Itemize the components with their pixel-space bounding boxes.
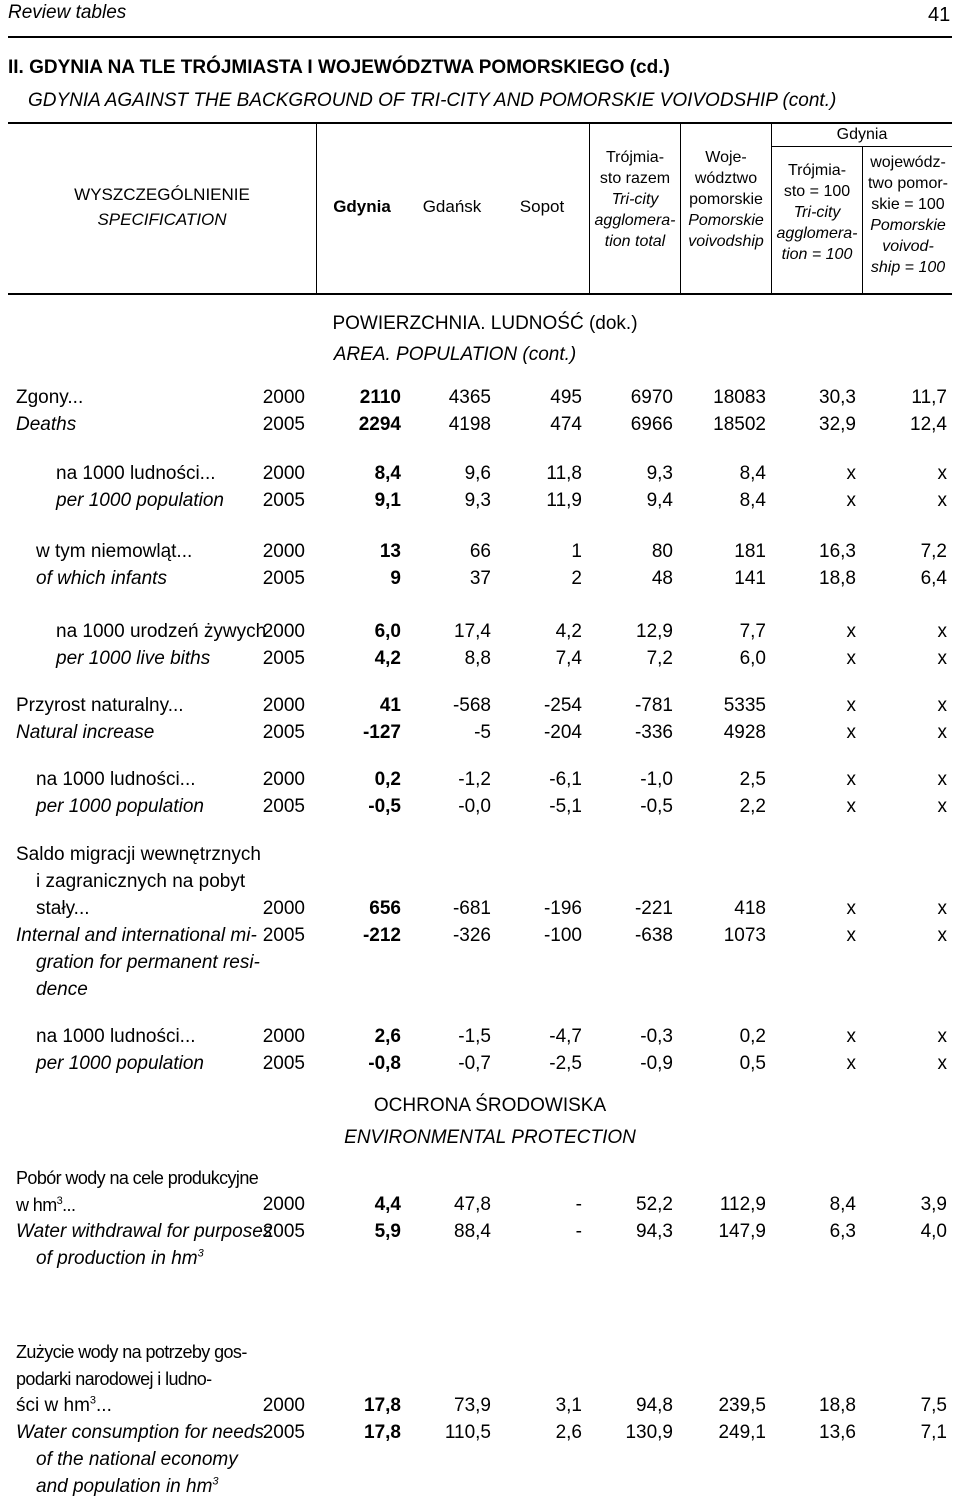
- value-cell: -254: [543, 695, 582, 716]
- year-cell: 2000: [262, 463, 305, 484]
- value-cell: 18,8: [819, 1395, 856, 1416]
- row-label: of production in $hm^3$: [36, 1247, 204, 1269]
- value-cell: 4,0: [920, 1221, 947, 1242]
- value-cell: -: [575, 1221, 582, 1242]
- year-cell: 2000: [262, 769, 305, 790]
- value-cell: -0,0: [458, 796, 491, 817]
- running-header: Review tables: [8, 2, 127, 23]
- value-cell: 2,6: [555, 1422, 582, 1443]
- value-cell: x: [846, 695, 856, 716]
- value-cell: x: [937, 463, 947, 484]
- row-label: podarki narodowej i ludno-: [16, 1369, 212, 1389]
- value-cell: 147,9: [718, 1221, 766, 1242]
- leader-dots: ...: [179, 1026, 196, 1047]
- value-cell: 88,4: [454, 1221, 491, 1242]
- gdynia-value-cell: 13: [379, 541, 401, 562]
- value-cell: x: [937, 1053, 947, 1074]
- value-cell: 7,2: [920, 541, 947, 562]
- value-cell: 12,4: [910, 414, 947, 435]
- value-cell: 16,3: [819, 541, 856, 562]
- gdynia-value-cell: 0,2: [374, 769, 401, 790]
- year-cell: 2005: [262, 722, 305, 743]
- value-cell: 7,5: [920, 1395, 947, 1416]
- value-cell: 4365: [448, 387, 491, 408]
- year-cell: 2000: [262, 1026, 305, 1047]
- value-cell: x: [846, 490, 856, 511]
- gdynia-value-cell: 9: [390, 568, 401, 589]
- value-cell: 11,8: [546, 463, 582, 484]
- value-cell: 2: [571, 568, 582, 589]
- value-cell: 418: [734, 898, 766, 919]
- value-cell: -0,9: [640, 1053, 673, 1074]
- leader-dots: ...: [67, 387, 84, 408]
- value-cell: 4928: [723, 722, 766, 743]
- year-cell: 2000: [262, 1194, 305, 1215]
- value-cell: 6,3: [829, 1221, 856, 1242]
- value-cell: 66: [469, 541, 491, 562]
- gdynia-value-cell: 4,4: [374, 1194, 401, 1215]
- value-cell: 6966: [630, 414, 673, 435]
- leader-dots: ...: [73, 898, 90, 919]
- row-label: per 1000 population: [36, 796, 204, 817]
- value-cell: 18083: [713, 387, 766, 408]
- value-cell: 141: [734, 568, 766, 589]
- row-label: gration for permanent resi-: [36, 952, 260, 973]
- value-cell: 48: [651, 568, 673, 589]
- value-cell: 249,1: [718, 1422, 766, 1443]
- value-cell: 9,4: [646, 490, 673, 511]
- value-cell: 9,6: [464, 463, 491, 484]
- value-cell: 474: [550, 414, 582, 435]
- year-cell: 2005: [262, 1221, 305, 1242]
- col-header-sopot: Sopot: [519, 197, 565, 216]
- year-cell: 2000: [262, 1395, 305, 1416]
- row-label: Zgony...: [16, 387, 84, 408]
- value-cell: 3,9: [920, 1194, 947, 1215]
- value-cell: 112,9: [719, 1194, 766, 1215]
- value-cell: x: [937, 925, 947, 946]
- value-cell: -0,7: [458, 1053, 491, 1074]
- year-cell: 2005: [262, 414, 305, 435]
- gdynia-value-cell: 17,8: [364, 1395, 401, 1416]
- value-cell: x: [937, 648, 947, 669]
- value-cell: x: [846, 796, 856, 817]
- value-cell: 5335: [723, 695, 766, 716]
- gdynia-value-cell: 4,2: [374, 648, 401, 669]
- value-cell: 6,4: [920, 568, 947, 589]
- row-label: dence: [36, 979, 88, 1000]
- value-cell: 17,4: [454, 621, 491, 642]
- section-heading-en: ENVIRONMENTAL PROTECTION: [344, 1127, 636, 1148]
- value-cell: -5,1: [549, 796, 582, 817]
- col-divider: [589, 123, 590, 293]
- value-cell: 181: [734, 541, 766, 562]
- value-cell: 7,1: [920, 1422, 947, 1443]
- leader-dots: ...: [176, 541, 193, 562]
- value-cell: 110,5: [444, 1422, 491, 1443]
- value-cell: x: [846, 722, 856, 743]
- value-cell: x: [846, 898, 856, 919]
- value-cell: x: [846, 621, 856, 642]
- value-cell: -4,7: [549, 1026, 582, 1047]
- gdynia-value-cell: 2110: [359, 387, 401, 408]
- year-cell: 2005: [262, 568, 305, 589]
- row-label: Saldo migracji wewnętrznych: [16, 844, 261, 865]
- leader-dots: ...: [199, 463, 216, 484]
- value-cell: x: [846, 769, 856, 790]
- value-cell: 18,8: [819, 568, 856, 589]
- value-cell: -100: [543, 925, 582, 946]
- col-header-gdynia: Gdynia: [333, 197, 391, 216]
- year-cell: 2005: [262, 490, 305, 511]
- gdynia-value-cell: 5,9: [374, 1221, 401, 1242]
- leader-dots: ...: [96, 1395, 112, 1416]
- value-cell: -0,3: [640, 1026, 673, 1047]
- value-cell: 6,0: [739, 648, 766, 669]
- value-cell: 9,3: [464, 490, 491, 511]
- value-cell: -568: [452, 695, 491, 716]
- gdynia-value-cell: 9,1: [374, 490, 401, 511]
- row-label: per 1000 population: [56, 490, 224, 511]
- gdynia-value-cell: 17,8: [364, 1422, 401, 1443]
- value-cell: 130,9: [625, 1422, 673, 1443]
- value-cell: -0,5: [640, 796, 673, 817]
- year-cell: 2005: [262, 1422, 305, 1443]
- year-cell: 2005: [262, 796, 305, 817]
- value-cell: x: [937, 898, 947, 919]
- value-cell: 8,8: [464, 648, 491, 669]
- value-cell: 37: [469, 568, 491, 589]
- gdynia-value-cell: -0,8: [368, 1053, 401, 1074]
- value-cell: 2,2: [739, 796, 766, 817]
- row-label: of the national economy: [36, 1449, 238, 1470]
- value-cell: 7,4: [555, 648, 582, 669]
- value-cell: 6970: [630, 387, 673, 408]
- value-cell: x: [937, 769, 947, 790]
- value-cell: -1,0: [640, 769, 673, 790]
- leader-dots: ...: [179, 769, 196, 790]
- value-cell: -: [575, 1194, 582, 1215]
- table-title-pl: II. GDYNIA NA TLE TRÓJMIASTA I WOJEWÓDZTWA POMORSKIEGO (cd.): [8, 57, 670, 78]
- row-label: stały...: [36, 898, 90, 919]
- value-cell: 8,4: [739, 463, 766, 484]
- value-cell: x: [846, 463, 856, 484]
- value-cell: 8,4: [829, 1194, 856, 1215]
- gdynia-value-cell: 656: [369, 898, 401, 919]
- row-label: of which infants: [36, 568, 167, 589]
- value-cell: 4,2: [555, 621, 582, 642]
- row-label: and population in $hm^3$: [36, 1475, 219, 1497]
- row-label: per 1000 population: [36, 1053, 204, 1074]
- col-divider: [680, 123, 681, 293]
- gdynia-group-rule: [771, 146, 952, 147]
- row-label: Przyrost naturalny...: [16, 695, 184, 716]
- value-cell: 9,3: [646, 463, 673, 484]
- gdynia-value-cell: 8,4: [374, 463, 401, 484]
- value-cell: 13,6: [819, 1422, 856, 1443]
- row-label: ści w $hm^3$...: [16, 1394, 112, 1416]
- value-cell: 2,5: [739, 769, 766, 790]
- value-cell: 47,8: [454, 1194, 491, 1215]
- year-cell: 2005: [262, 648, 305, 669]
- value-cell: x: [846, 925, 856, 946]
- row-label: na 1000 ludności...: [36, 1026, 196, 1047]
- row-label: Natural increase: [16, 722, 155, 743]
- page-number: 41: [928, 4, 951, 26]
- col-header-gdynia-tricity-index: Trójmia- sto = 100 Tri-city agglomera- tion = 100: [776, 162, 858, 263]
- value-cell: x: [937, 621, 947, 642]
- leader-dots: ...: [167, 695, 184, 716]
- value-cell: 32,9: [819, 414, 856, 435]
- value-cell: -336: [634, 722, 673, 743]
- column-header-bottom-rule: [8, 293, 952, 295]
- value-cell: 94,8: [636, 1395, 673, 1416]
- section-heading-en: AREA. POPULATION (cont.): [333, 344, 577, 365]
- gdynia-value-cell: -127: [362, 722, 401, 743]
- col-header-tricity-total: Trójmia- sto razem Tri-city agglomera- tion total: [594, 149, 676, 250]
- value-cell: x: [937, 490, 947, 511]
- section-heading-pl: OCHRONA ŚRODOWISKA: [373, 1095, 607, 1116]
- value-cell: 11,7: [911, 387, 947, 408]
- value-cell: 12,9: [636, 621, 673, 642]
- value-cell: x: [937, 695, 947, 716]
- row-label: Internal and international mi-: [16, 925, 257, 946]
- value-cell: 80: [651, 541, 673, 562]
- value-cell: -681: [452, 898, 491, 919]
- value-cell: 18502: [713, 414, 766, 435]
- value-cell: 7,7: [739, 621, 766, 642]
- value-cell: -6,1: [549, 769, 582, 790]
- gdynia-value-cell: 2294: [358, 414, 401, 435]
- leader-dots: ...: [62, 1195, 76, 1215]
- value-cell: x: [846, 1026, 856, 1047]
- col-header-specification: WYSZCZEGÓLNIENIE SPECIFICATION: [74, 185, 250, 229]
- col-header-gdynia-group: Gdynia: [836, 126, 888, 143]
- row-label: w $hm^3$...: [16, 1195, 76, 1215]
- row-label: Zużycie wody na potrzeby gos-: [16, 1342, 247, 1362]
- row-label: Pobór wody na cele produkcyjne: [16, 1168, 259, 1188]
- value-cell: -2,5: [549, 1053, 582, 1074]
- col-divider: [771, 123, 772, 293]
- col-divider: [316, 123, 317, 293]
- value-cell: 8,4: [739, 490, 766, 511]
- year-cell: 2000: [262, 621, 305, 642]
- value-cell: 11,9: [546, 490, 582, 511]
- row-label: na 1000 ludności...: [36, 769, 196, 790]
- value-cell: 7,2: [646, 648, 673, 669]
- value-cell: x: [937, 722, 947, 743]
- value-cell: x: [937, 1026, 947, 1047]
- row-label: na 1000 urodzeń żywych: [56, 621, 267, 642]
- value-cell: -1,5: [458, 1026, 491, 1047]
- year-cell: 2005: [262, 1053, 305, 1074]
- header-rule: [8, 36, 952, 38]
- year-cell: 2000: [262, 387, 305, 408]
- col-header-gdansk: Gdańsk: [422, 197, 482, 216]
- value-cell: 3,1: [555, 1395, 582, 1416]
- col-header-gdynia-voiv-index: wojewódz- two pomor- skie = 100 Pomorskie voivod- ship = 100: [867, 154, 949, 276]
- value-cell: 495: [550, 387, 582, 408]
- table-title-en: GDYNIA AGAINST THE BACKGROUND OF TRI-CITY AND POMORSKIE VOIVODSHIP (cont.): [28, 90, 837, 111]
- col-header-voivodship: Woje- wództwo pomorskie Pomorskie voivodship: [688, 149, 764, 250]
- value-cell: -196: [543, 898, 582, 919]
- year-cell: 2005: [262, 925, 305, 946]
- value-cell: -5: [474, 722, 491, 743]
- value-cell: -326: [452, 925, 491, 946]
- value-cell: 0,2: [739, 1026, 766, 1047]
- year-cell: 2000: [262, 695, 305, 716]
- row-label: Water consumption for needs: [16, 1422, 264, 1443]
- gdynia-value-cell: -0,5: [368, 796, 401, 817]
- row-label: Water withdrawal for purposes: [16, 1221, 273, 1242]
- row-label: Deaths: [16, 414, 77, 435]
- value-cell: -1,2: [458, 769, 491, 790]
- row-label: w tym niemowląt...: [36, 541, 193, 562]
- value-cell: x: [937, 796, 947, 817]
- value-cell: 52,2: [636, 1194, 673, 1215]
- value-cell: -781: [634, 695, 673, 716]
- year-cell: 2000: [262, 541, 305, 562]
- value-cell: x: [846, 648, 856, 669]
- section-heading-pl: POWIERZCHNIA. LUDNOŚĆ (dok.): [332, 313, 638, 334]
- row-label: i zagranicznych na pobyt: [36, 871, 246, 892]
- row-label: per 1000 live biths: [56, 648, 211, 669]
- value-cell: 4198: [448, 414, 491, 435]
- row-label: na 1000 ludności...: [56, 463, 216, 484]
- value-cell: 73,9: [454, 1395, 491, 1416]
- value-cell: -638: [634, 925, 673, 946]
- value-cell: -204: [543, 722, 582, 743]
- value-cell: 94,3: [636, 1221, 673, 1242]
- gdynia-value-cell: 2,6: [374, 1026, 401, 1047]
- value-cell: 1: [571, 541, 582, 562]
- gdynia-value-cell: 6,0: [374, 621, 401, 642]
- gdynia-value-cell: 41: [379, 695, 401, 716]
- value-cell: 1073: [723, 925, 766, 946]
- value-cell: -221: [634, 898, 673, 919]
- value-cell: 239,5: [718, 1395, 766, 1416]
- value-cell: x: [846, 1053, 856, 1074]
- value-cell: 0,5: [739, 1053, 766, 1074]
- year-cell: 2000: [262, 898, 305, 919]
- value-cell: 30,3: [819, 387, 856, 408]
- gdynia-value-cell: -212: [362, 925, 401, 946]
